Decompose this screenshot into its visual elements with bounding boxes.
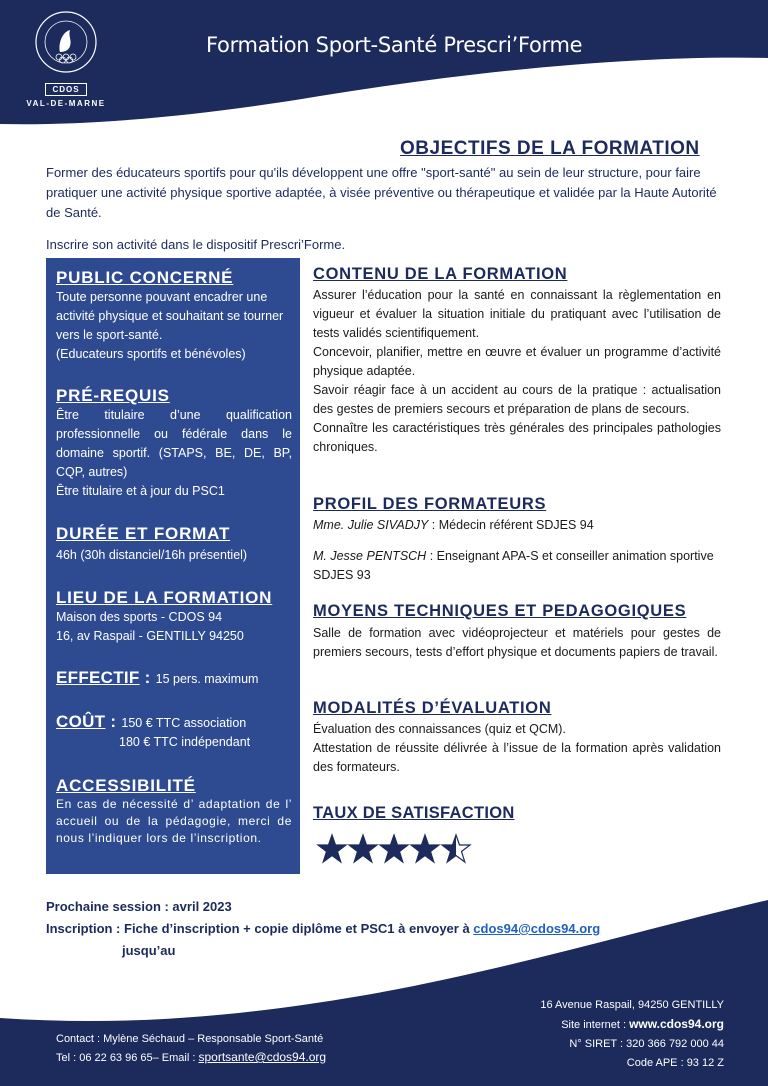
inscription-until: jusqu’au [122,943,176,958]
modalites-title: MODALITÉS D’ÉVALUATION [313,699,552,717]
formateur-1-role: : Médecin référent SDJES 94 [428,518,594,532]
modalites-line2: Attestation de réussite délivrée à l’issue de la formation après validation des formateurs. [313,741,721,774]
logo-region-label: VAL-DE-MARNE [26,99,106,108]
satisfaction-title: TAUX DE SATISFACTION [313,804,515,822]
duree-title: DURÉE ET FORMAT [56,524,231,543]
footer-email-link[interactable]: sportsante@cdos94.org [198,1050,327,1064]
formateur-2-name: M. Jesse PENTSCH [313,549,427,563]
contenu-title: CONTENU DE LA FORMATION [313,265,568,283]
formateur-1-name: Mme. Julie SIVADJY [313,518,429,532]
cout-section [56,712,292,749]
footer-site-link[interactable]: www.cdos94.org [629,1017,724,1031]
public-text: Toute personne pouvant encadrer une activité physique et souhaitant se tourner vers le sport-santé. [56,290,284,342]
public-section [56,268,292,364]
lieu-section [56,588,292,646]
cout-sep: : [105,712,122,731]
formateurs-section [313,494,721,585]
formateur-2-role: : Enseignant APA-S et conseiller animation sportive SDJES 93 [313,549,714,582]
duree-text: 46h (30h distanciel/16h présentiel) [56,548,248,562]
modalites-line1: Évaluation des connaissances (quiz et QCM). [313,722,566,736]
footer-address-block [540,996,724,1073]
moyens-section [313,601,721,662]
prerequis-title: PRÉ-REQUIS [56,386,170,405]
star-icon [349,835,377,862]
objectifs-title: OBJECTIFS DE LA FORMATION [400,138,700,159]
moyens-text: Salle de formation avec vidéoprojecteur et matériels pour gestes de premiers secours, tests d’effort physique et documents papiers de travail. [313,626,721,659]
prerequis-section [56,386,292,501]
prerequis-text: Être titulaire d’une qualification professionnelle ou fédérale dans le domaine sportif. (STAPS, BE, DE, BP, CQP, autres) [56,408,292,479]
footer-contact: Contact : Mylène Séchaud – Responsable Sport-Santé [56,1033,324,1045]
inscription-text: Inscription : Fiche d’inscription + copie diplôme et PSC1 à envoyer à [46,921,474,936]
accessibilite-section [56,776,292,847]
effectif-text: 15 pers. maximum [155,672,259,686]
cout-line1: 150 € TTC association [121,716,247,730]
contenu-item: Concevoir, planifier, mettre en œuvre et évaluer un programme d’activité physique adaptée. [313,345,721,378]
satisfaction-section [313,803,721,823]
satisfaction-stars [316,832,476,866]
footer-tel: Tel : 06 22 63 96 65– Email : [56,1052,199,1064]
next-session: Prochaine session : avril 2023 [46,899,232,914]
lieu-line1: Maison des sports - CDOS 94 [56,610,223,624]
contenu-section [313,264,721,457]
lieu-line2: 16, av Raspail - GENTILLY 94250 [56,629,244,643]
cout-line2: 180 € TTC indépendant [119,735,251,749]
footer-contact-block [56,1030,326,1067]
page-title: Formation Sport-Santé Prescri’Forme [206,33,583,57]
header-banner [0,0,768,130]
logo-cdos-label: CDOS [45,83,86,96]
prerequis-psc1: Être titulaire et à jour du PSC1 [56,484,225,498]
star-icon [411,835,439,862]
contenu-item: Savoir réagir face à un accident au cours de la pratique : actualisation des gestes de premiers secours et préparation de plans de secours. [313,383,721,416]
effectif-title: EFFECTIF [56,668,140,687]
contenu-item: Connaître les caractéristiques très générales des principales pathologies chroniques. [313,421,721,454]
effectif-sep: : [139,668,156,687]
accessibilite-title: ACCESSIBILITÉ [56,776,196,795]
formateurs-title: PROFIL DES FORMATEURS [313,495,547,513]
star-icon [442,835,470,862]
objectifs-paragraph: Former des éducateurs sportifs pour qu'ils développent une offre "sport-santé" au sein de leur structure, pour faire pratiquer une activité physique sportive adaptée, à visée préventive ou thérapeutique et validée par la Haute Autorité de Santé. [46,165,717,220]
olympic-seal-icon [34,10,98,74]
footer-site-label: Site internet : [561,1019,630,1031]
objectifs-text [46,163,718,255]
public-title: PUBLIC CONCERNÉ [56,268,234,287]
footer-address: 16 Avenue Raspail, 94250 GENTILLY [540,999,724,1011]
lieu-title: LIEU DE LA FORMATION [56,588,273,607]
duree-section [56,524,292,565]
footer-ape: Code APE : 93 12 Z [626,1057,724,1069]
objectifs-paragraph-2: Inscrire son activité dans le dispositif Prescri’Forme. [46,237,346,252]
contenu-item: Assurer l’éducation pour la santé en connaissant la règlementation en vigueur et évaluer la situation initiale du pratiquant avec l’utilisation de tests validés scientifiquement. [313,288,721,340]
info-sidebar [46,258,300,874]
inscription-email-link[interactable]: cdos94@cdos94.org [473,921,601,936]
moyens-title: MOYENS TECHNIQUES ET PEDAGOGIQUES [313,602,687,620]
star-icon [380,835,408,862]
star-icon [318,835,346,862]
accessibilite-text: En cas de nécessité d’ adaptation de l’ accueil ou de la pédagogie, merci de nous l’indiquer lors de l’inscription. [56,797,292,845]
modalites-section [313,698,721,777]
footer-siret: N° SIRET : 320 366 792 000 44 [569,1038,724,1050]
effectif-section [56,668,292,688]
cdos-logo [22,10,110,110]
public-note: (Educateurs sportifs et bénévoles) [56,347,246,361]
cout-title: COÛT [56,712,106,731]
